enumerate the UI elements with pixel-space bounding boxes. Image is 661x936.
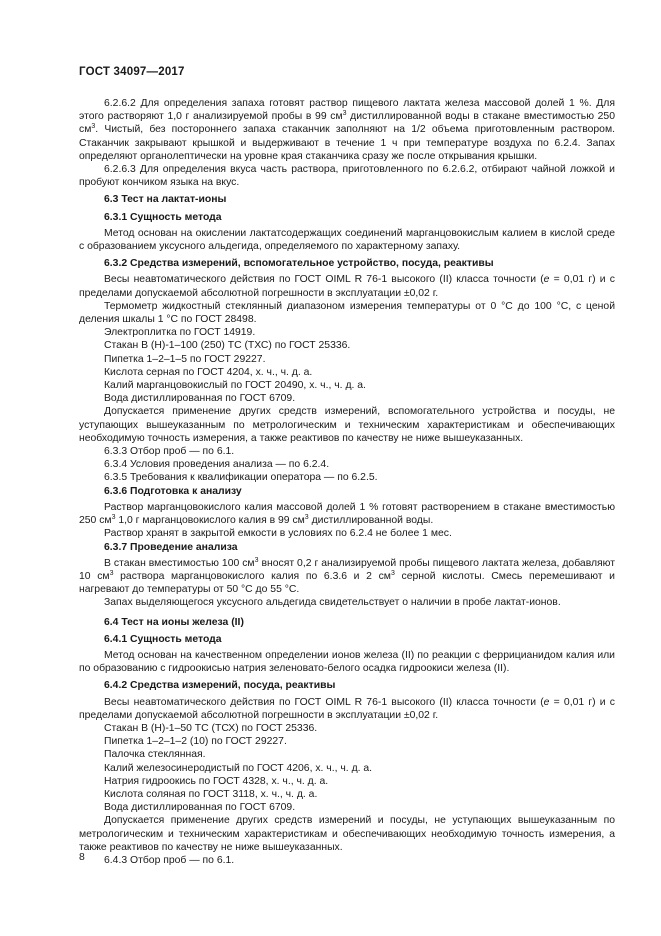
paragraph-6-3-3: 6.3.3 Отбор проб — по 6.1.	[104, 446, 235, 458]
subsection-heading-6-3-1: 6.3.1 Сущность метода	[104, 211, 222, 223]
subsection-heading-6-4-2: 6.4.2 Средства измерений, посуда, реактивы	[104, 680, 336, 692]
text-run: Весы неавтоматического действия по ГОСТ OIML R 76-1 высокого (II) класса точности (	[104, 696, 544, 708]
list-item: Натрия гидроокись по ГОСТ 4328, х. ч., ч. д. а.	[104, 775, 329, 787]
text-run: . Чистый, без постороннего запаха стаканчик заполняют на 1/2 объема приготовленным раствором. Стаканчик закрывают крышкой и выдерживают в течение 1 ч при температуре воздуха по 6.2.4. Запах определяют органолептически на уровне края стаканчика сразу же после открывания крышки.	[79, 124, 615, 162]
list-item: Стакан В (Н)-1–50 ТС (ТСХ) по ГОСТ 25336.	[104, 722, 318, 734]
superscript: 3	[111, 514, 116, 522]
paragraph-method-iron: Метод основан на качественном определении ионов железа (II) по реакции с феррицианидом калия или по образованию с гидроокисью натрия зеленовато-белого осадка гидроокиси железа (II).	[79, 649, 615, 675]
paragraph-6-2-6-3: 6.2.6.3 Для определения вкуса часть раствора, приготовленного по 6.2.6.2, отбирают чайной ложкой и пробуют кончиком языка на вкус.	[79, 164, 615, 189]
subsection-heading-6-3-7: 6.3.7 Проведение анализа	[104, 541, 238, 553]
superscript: 3	[342, 110, 347, 118]
section-heading-6-3: 6.3 Тест на лактат-ионы	[104, 194, 227, 206]
text-run: Раствор марганцовокислого калия массовой долей 1 % готовят растворением в стакане вместимостью 250 см	[79, 501, 615, 527]
document-body	[79, 97, 615, 867]
text-run: = 0,01 г) и с пределами допускаемой абсолютной погрешности в эксплуатации ±0,02 г.	[79, 696, 615, 721]
list-item: Калий марганцовокислый по ГОСТ 20490, х. ч., ч. д. а.	[104, 380, 366, 392]
superscript: 3	[254, 556, 259, 564]
list-item: Стакан В (Н)-1–100 (250) ТС (ТХС) по ГОСТ 25336.	[104, 340, 351, 352]
list-item: Пипетка 1–2–1–2 (10) по ГОСТ 29227.	[104, 736, 287, 748]
italic-symbol: e	[543, 274, 550, 286]
italic-symbol: e	[543, 696, 550, 708]
paragraph-scales-2	[79, 696, 615, 722]
paragraph-6-2-6-2	[79, 97, 615, 163]
text-run: 6.2.6.2 Для определения запаха готовят раствор пищевого лактата железа массовой долей 1 %. Для этого растворяют 1,0 г анализируемой пробы в 99 см	[79, 98, 615, 123]
list-item: Калий железосинеродистый по ГОСТ 4206, х. ч., ч. д. а.	[104, 762, 373, 774]
subsection-heading-6-3-2: 6.3.2 Средства измерений, вспомогательное устройство, посуда, реактивы	[104, 258, 494, 270]
paragraph-6-3-4: 6.3.4 Условия проведения анализа — по 6.2.4.	[104, 459, 330, 471]
text-run: Весы неавтоматического действия по ГОСТ OIML R 76-1 высокого (II) класса точности (	[104, 274, 544, 286]
superscript: 3	[390, 569, 395, 577]
paragraph-scales	[79, 273, 615, 299]
text-run: В стакан вместимостью 100 см	[104, 557, 255, 569]
text-run: вносят 0,2 г анализируемой пробы пищевого лактата железа, добавляют 10 см	[79, 557, 615, 582]
text-run: дистиллированной воды в стакане вместимостью 250 см	[79, 111, 615, 136]
list-item: Пипетка 1–2–1–5 по ГОСТ 29227.	[104, 353, 266, 365]
list-item: Палочка стеклянная.	[104, 749, 206, 761]
paragraph-thermometer: Термометр жидкостный стеклянный диапазоном измерения температуры от 0 °С до 100 °С, с ценой деления шкалы 1 °С по ГОСТ 28498.	[79, 300, 615, 326]
paragraph-method-lactate: Метод основан на окислении лактатсодержащих соединений марганцовокислым калием в кислой среде с образованием уксусного альдегида, определяемого по характерному запаху.	[79, 227, 615, 253]
list-item: Вода дистиллированная по ГОСТ 6709.	[104, 393, 296, 405]
paragraph-allowance: Допускается применение других средств измерений, вспомогательного устройства и посуды, не уступающих вышеуказанным по метрологическим и техническим характеристикам и обеспечивающих необходимую точность измерения, а также реактивов по качеству не ниже вышеуказанных.	[79, 406, 615, 444]
page-number: 8	[79, 852, 85, 863]
paragraph-allowance-2: Допускается применение других средств измерений и посуды, не уступающих вышеуказанным по метрологическим и техническим характеристикам и обеспечивающих необходимую точность измерения, а также реактивов по качеству не ниже вышеуказанных.	[79, 815, 615, 853]
page-header-standard-number: ГОСТ 34097—2017	[79, 66, 185, 78]
paragraph-solution-prep	[79, 501, 615, 527]
list-item: Электроплитка по ГОСТ 14919.	[104, 327, 256, 339]
text-run: = 0,01 г) и с пределами допускаемой абсолютной погрешности в эксплуатации ±0,02 г.	[79, 274, 615, 299]
text-run: раствора марганцовокислого калия по 6.3.6 и 2 см	[113, 570, 391, 582]
paragraph-analysis	[79, 557, 615, 597]
text-run: серной кислоты. Смесь перемешивают и нагревают до температуры от 50 °С до 55 °С.	[79, 570, 615, 596]
paragraph-6-4-3: 6.4.3 Отбор проб — по 6.1.	[104, 854, 235, 866]
superscript: 3	[91, 123, 96, 131]
subsection-heading-6-4-1: 6.4.1 Сущность метода	[104, 633, 222, 645]
superscript: 3	[109, 569, 114, 577]
section-heading-6-4: 6.4 Тест на ионы железа (II)	[104, 616, 244, 628]
text-run: дистиллированной воды.	[308, 515, 434, 527]
paragraph-storage: Раствор хранят в закрытой емкости в условиях по 6.2.4 не более 1 мес.	[104, 528, 452, 540]
list-item: Кислота соляная по ГОСТ 3118, х. ч., ч. д. а.	[104, 788, 318, 800]
superscript: 3	[304, 514, 309, 522]
subsection-heading-6-3-6: 6.3.6 Подготовка к анализу	[104, 485, 242, 497]
list-item: Кислота серная по ГОСТ 4204, х. ч., ч. д. а.	[104, 366, 313, 378]
text-run: 1,0 г марганцовокислого калия в 99 см	[115, 515, 305, 527]
paragraph-6-3-5: 6.3.5 Требования к квалификации оператора — по 6.2.5.	[104, 472, 378, 484]
list-item: Вода дистиллированная по ГОСТ 6709.	[104, 802, 296, 814]
paragraph-result: Запах выделяющегося уксусного альдегида свидетельствует о наличии в пробе лактат-ионов.	[104, 597, 561, 609]
